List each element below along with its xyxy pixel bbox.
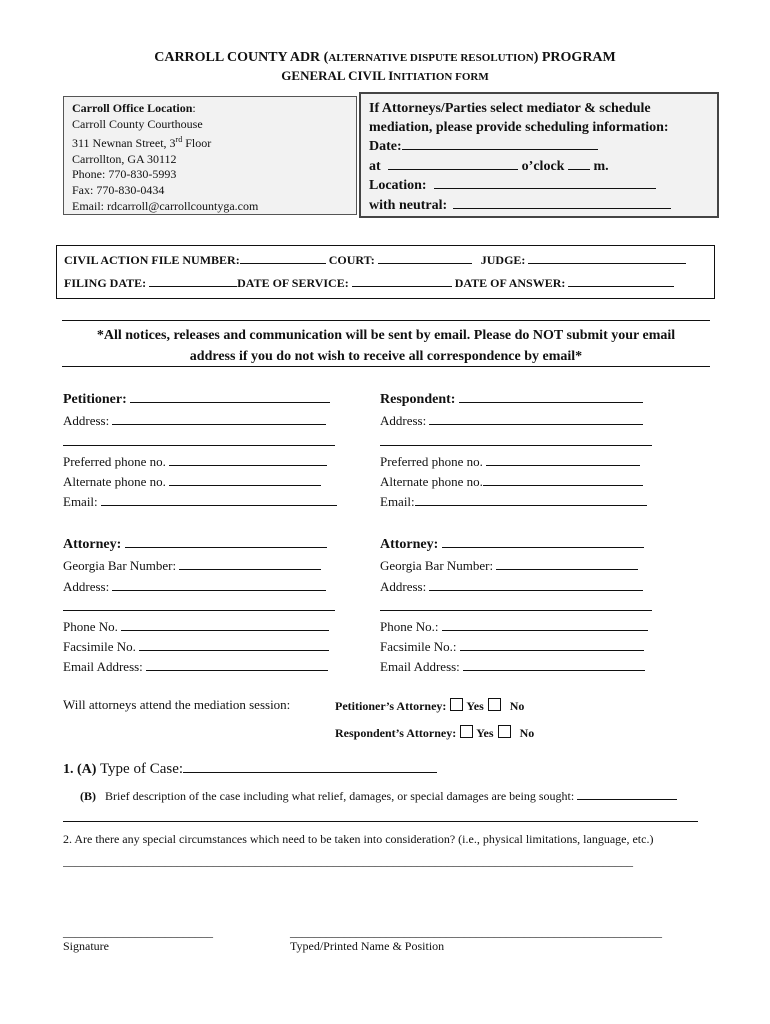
petitioner-preferred-phone-field[interactable] — [169, 453, 327, 466]
respondent-attorney-address-line-2[interactable] — [380, 598, 652, 611]
type-of-case-row: 1. (A) Type of Case: — [63, 760, 437, 778]
petitioner-attorney-section: Attorney: Georgia Bar Number: Address: Phone No. Facsimile No. Email Address: — [63, 535, 338, 678]
respondent-attorney-name-field[interactable] — [442, 535, 644, 548]
date-of-service-field[interactable] — [352, 274, 452, 287]
case-description-row: (B) Brief description of the case including what relief, damages, or special damages are being sought: — [80, 787, 677, 804]
court-field[interactable] — [378, 251, 472, 264]
petitioner-attorney-name-field[interactable] — [125, 535, 327, 548]
petitioner-attorney-phone-field[interactable] — [121, 618, 329, 631]
scheduling-info: If Attorneys/Parties select mediator & schedule mediation, please provide scheduling information: Date: at o’clock m. Location: with neutral: — [369, 100, 671, 216]
notice-top-rule — [62, 320, 710, 321]
neutral-field[interactable] — [453, 196, 671, 209]
petitioner-attorney-bar-field[interactable] — [179, 557, 321, 570]
mediation-time-field[interactable] — [388, 157, 518, 170]
respondent-alternate-phone-field[interactable] — [483, 473, 643, 486]
respondent-attorney-section: Attorney: Georgia Bar Number: Address: Phone No.: Facsimile No.: Email Address: — [380, 535, 655, 678]
petitioner-attorney-address-field[interactable] — [112, 578, 326, 591]
petitioner-name-field[interactable] — [130, 390, 330, 403]
type-of-case-field[interactable] — [183, 760, 437, 773]
printed-name-label: Typed/Printed Name & Position — [290, 939, 445, 953]
petitioner-alternate-phone-field[interactable] — [169, 473, 321, 486]
respondent-attorney-attend: Respondent’s Attorney: Yes No — [335, 726, 535, 740]
case-info-row-2: FILING DATE: DATE OF SERVICE: DATE OF ANSWER: — [64, 274, 674, 291]
signature-label: Signature — [63, 939, 109, 953]
petitioner-attorney-no-checkbox[interactable] — [488, 698, 501, 711]
notice-bottom-rule — [62, 366, 710, 367]
petitioner-attorney-address-line-2[interactable] — [63, 598, 335, 611]
case-description-line-2[interactable] — [63, 821, 698, 822]
attend-question: Will attorneys attend the mediation session: — [63, 697, 291, 712]
filing-date-field[interactable] — [149, 274, 237, 287]
form-subtitle: GENERAL CIVIL INITIATION FORM — [281, 68, 489, 83]
petitioner-attorney-attend: Petitioner’s Attorney: Yes No — [335, 699, 525, 713]
respondent-name-field[interactable] — [459, 390, 643, 403]
signature-line[interactable]: _________________________ — [63, 925, 213, 939]
email-notice: *All notices, releases and communication will be sent by email. Please do NOT submit your email address if you do not wish to receive all correspondence by email* — [96, 328, 676, 364]
am-pm-field[interactable] — [568, 157, 590, 170]
office-location: Carroll Office Location: Carroll County Courthouse 311 Newnan Street, 3rd Floor Carrollton, GA 30112 Phone: 770-830-5993 Fax: 770-830-0434 Email: rdcarroll@carrollcountyga.com — [72, 101, 259, 213]
respondent-address-line-2[interactable] — [380, 433, 652, 446]
petitioner-attorney-fax-field[interactable] — [139, 638, 329, 651]
respondent-address-field[interactable] — [429, 412, 643, 425]
title-small-caps: ALTERNATIVE DISPUTE RESOLUTION — [328, 52, 534, 64]
respondent-attorney-address-field[interactable] — [429, 578, 643, 591]
case-info-row-1: CIVIL ACTION FILE NUMBER: COURT: JUDGE: — [64, 251, 686, 268]
respondent-attorney-phone-field[interactable] — [442, 618, 648, 631]
form-title: CARROLL COUNTY ADR (ALTERNATIVE DISPUTE RESOLUTION) PROGRAM — [154, 50, 616, 65]
mediation-location-field[interactable] — [434, 176, 656, 189]
respondent-attorney-fax-field[interactable] — [460, 638, 644, 651]
respondent-attorney-yes-checkbox[interactable] — [460, 725, 473, 738]
mediation-date-field[interactable] — [402, 137, 598, 150]
petitioner-address-field[interactable] — [112, 412, 326, 425]
petitioner-attorney-email-field[interactable] — [146, 658, 328, 671]
respondent-attorney-bar-field[interactable] — [496, 557, 638, 570]
petitioner-address-line-2[interactable] — [63, 433, 335, 446]
petitioner-email-field[interactable] — [101, 493, 337, 506]
special-circumstances-question: 2. Are there any special circumstances which need to be taken into consideration? (i.e., physical limitations, language, etc.) — [63, 832, 654, 846]
date-of-answer-field[interactable] — [568, 274, 674, 287]
petitioner-attorney-yes-checkbox[interactable] — [450, 698, 463, 711]
petitioner-section: Petitioner: Address: Preferred phone no. Alternate phone no. Email: — [63, 390, 338, 513]
file-number-field[interactable] — [240, 251, 326, 264]
respondent-email-field[interactable] — [415, 493, 647, 506]
respondent-preferred-phone-field[interactable] — [486, 453, 640, 466]
special-circumstances-field[interactable]: _______________________________________________________________________________________________ — [63, 854, 633, 868]
judge-field[interactable] — [528, 251, 686, 264]
respondent-attorney-email-field[interactable] — [463, 658, 645, 671]
respondent-attorney-no-checkbox[interactable] — [498, 725, 511, 738]
respondent-section: Respondent: Address: Preferred phone no. Alternate phone no. Email: — [380, 390, 655, 513]
printed-name-line[interactable]: ______________________________________________________________ — [290, 925, 662, 939]
case-description-field[interactable] — [577, 787, 677, 800]
